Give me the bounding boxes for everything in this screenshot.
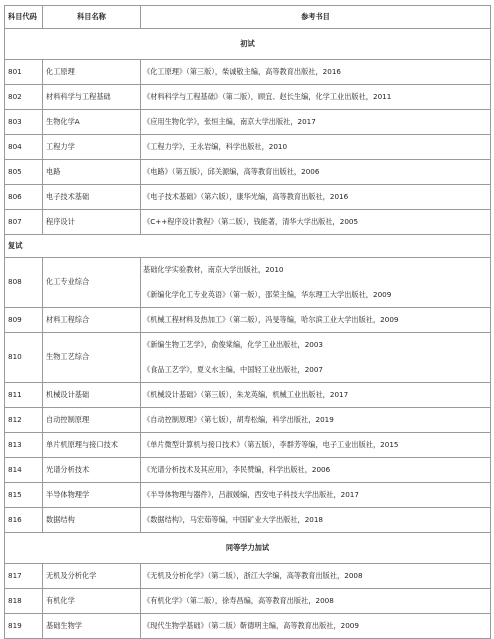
course-code-cell: 814 [5, 458, 43, 483]
reference-book: 《电路》（第五版），邱关源编，高等教育出版社，2006 [143, 166, 320, 176]
reference-cell [141, 458, 491, 483]
reference-book: 《C++程序设计教程》（第二版），钱能著，清华大学出版社，2005 [143, 216, 359, 226]
reference-cell [141, 564, 491, 589]
reference-cell [141, 383, 491, 408]
course-code-cell: 809 [5, 308, 43, 333]
course-name-cell: 材料科学与工程基础 [43, 85, 141, 110]
table-row [5, 210, 491, 235]
header-code: 科目代码 [5, 6, 43, 29]
table-row [5, 508, 491, 533]
course-name-cell: 电子技术基础 [43, 185, 141, 210]
table-row [5, 408, 491, 433]
section-retest [5, 235, 491, 258]
reference-cell [141, 60, 491, 85]
table-row [5, 433, 491, 458]
table-row [5, 564, 491, 589]
reference-book: 《自动控制原理》（第七版），胡寿松编，科学出版社，2019 [143, 414, 334, 424]
section-title-initial: 初试 [5, 29, 491, 60]
reference-book: 《材料科学与工程基础》（第二版），顾宜、赵长生编，化学工业出版社，2011 [143, 91, 392, 101]
course-code-cell: 801 [5, 60, 43, 85]
course-code-cell: 812 [5, 408, 43, 433]
reference-book: 《光谱分析技术及其应用》，李民赞编，科学出版社，2006 [143, 464, 331, 474]
table-row [5, 458, 491, 483]
course-code-cell: 804 [5, 135, 43, 160]
reference-cell [141, 135, 491, 160]
reference-book: 《化工原理》（第三版），柴诚敬主编，高等教育出版社，2016 [143, 66, 341, 76]
reference-book: 《数据结构》，马宏茹等编，中国矿业大学出版社，2018 [143, 514, 324, 524]
reference-book: 《工程力学》，王永岩编，科学出版社，2010 [143, 141, 288, 151]
course-code-cell: 802 [5, 85, 43, 110]
reference-book: 《现代生物学基础》（第二版）靳德明主编，高等教育出版社，2009 [143, 620, 359, 630]
table-row [5, 185, 491, 210]
reference-cell [141, 110, 491, 135]
course-code-cell: 805 [5, 160, 43, 185]
course-name-cell: 光谱分析技术 [43, 458, 141, 483]
course-name-cell: 半导体物理学 [43, 483, 141, 508]
reference-cell [141, 483, 491, 508]
course-name-cell: 数据结构 [43, 508, 141, 533]
section-title-retest: 复试 [5, 235, 491, 258]
course-code-cell: 811 [5, 383, 43, 408]
course-name-cell: 机械设计基础 [43, 383, 141, 408]
course-name-cell: 生物化学A [43, 110, 141, 135]
course-reference-table [4, 5, 491, 639]
course-name-cell: 基础生物学 [43, 614, 141, 639]
reference-book: 《应用生物化学》，张恒主编，南京大学出版社，2017 [143, 116, 316, 126]
course-name-cell: 程序设计 [43, 210, 141, 235]
reference-book: 《无机及分析化学》（第二版），浙江大学编，高等教育出版社，2008 [143, 570, 363, 580]
course-name-cell: 生物工艺综合 [43, 333, 141, 383]
course-code-cell: 806 [5, 185, 43, 210]
section-title-equivalent: 同等学力加试 [5, 533, 491, 564]
course-code-cell: 819 [5, 614, 43, 639]
reference-book: 《新编化学化工专业英语》（第一版），邵荣主编，华东理工大学出版社，2009 [143, 290, 392, 299]
header-name: 科目名称 [43, 6, 141, 29]
course-code-cell: 807 [5, 210, 43, 235]
course-code-cell: 818 [5, 589, 43, 614]
table-row [5, 308, 491, 333]
table-row [5, 60, 491, 85]
reference-cell [141, 210, 491, 235]
reference-cell [141, 614, 491, 639]
reference-cell [141, 508, 491, 533]
reference-book: 基础化学实验教材，南京大学出版社，2010 [143, 264, 284, 274]
table-row [5, 85, 491, 110]
course-code-cell: 810 [5, 333, 43, 383]
course-name-cell: 单片机原理与接口技术 [43, 433, 141, 458]
section-row-retest [5, 235, 491, 258]
table-row [5, 483, 491, 508]
reference-book: 《单片微型计算机与接口技术》（第五版），李群芳等编，电子工业出版社，2015 [143, 439, 399, 449]
reference-cell [141, 185, 491, 210]
header-ref: 参考书目 [141, 6, 491, 29]
table-row [5, 110, 491, 135]
course-code-cell: 817 [5, 564, 43, 589]
table-row [5, 258, 491, 308]
course-code-cell: 808 [5, 258, 43, 308]
course-code-cell: 803 [5, 110, 43, 135]
section-row-initial [5, 29, 491, 60]
section-equivalent [5, 533, 491, 564]
course-name-cell: 化工原理 [43, 60, 141, 85]
course-name-cell: 电路 [43, 160, 141, 185]
reference-book: 《食品工艺学》，夏义水主编，中国轻工业出版社，2007 [143, 365, 324, 374]
table-row [5, 614, 491, 639]
reference-book: 《半导体物理与器件》，吕淑媛编，西安电子科技大学出版社，2017 [143, 489, 359, 499]
course-reference-table-container [4, 5, 490, 639]
header-row [5, 6, 491, 29]
course-name-cell: 无机及分析化学 [43, 564, 141, 589]
course-code-cell: 813 [5, 433, 43, 458]
course-name-cell: 有机化学 [43, 589, 141, 614]
reference-cell [141, 160, 491, 185]
retest-rows [5, 258, 491, 533]
table-row [5, 589, 491, 614]
course-code-cell: 815 [5, 483, 43, 508]
reference-cell [141, 308, 491, 333]
table-row [5, 383, 491, 408]
reference-book: 《电子技术基础》（第六版），康华光编，高等教育出版社，2016 [143, 191, 349, 201]
reference-cell [141, 258, 491, 308]
reference-book: 《有机化学》（第二版），徐寿昌编，高等教育出版社，2008 [143, 595, 334, 605]
reference-cell [141, 433, 491, 458]
course-name-cell: 自动控制原理 [43, 408, 141, 433]
course-name-cell: 材料工程综合 [43, 308, 141, 333]
course-name-cell: 工程力学 [43, 135, 141, 160]
course-code-cell: 816 [5, 508, 43, 533]
table-row [5, 135, 491, 160]
table-row [5, 333, 491, 383]
reference-book: 《机械设计基础》（第三版），朱龙英编，机械工业出版社，2017 [143, 389, 349, 399]
table-row [5, 160, 491, 185]
equivalent-rows [5, 564, 491, 639]
reference-cell [141, 589, 491, 614]
reference-cell [141, 408, 491, 433]
course-name-cell: 化工专业综合 [43, 258, 141, 308]
section-row-equivalent [5, 533, 491, 564]
initial-rows [5, 60, 491, 235]
reference-cell [141, 333, 491, 383]
table-body [5, 29, 491, 60]
reference-book: 《机械工程材料及热加工》（第二版），冯旻等编，哈尔滨工业大学出版社，2009 [143, 314, 399, 324]
reference-book: 《新编生物工艺学》，俞俊棠编，化学工业出版社，2003 [143, 339, 324, 349]
reference-cell [141, 85, 491, 110]
